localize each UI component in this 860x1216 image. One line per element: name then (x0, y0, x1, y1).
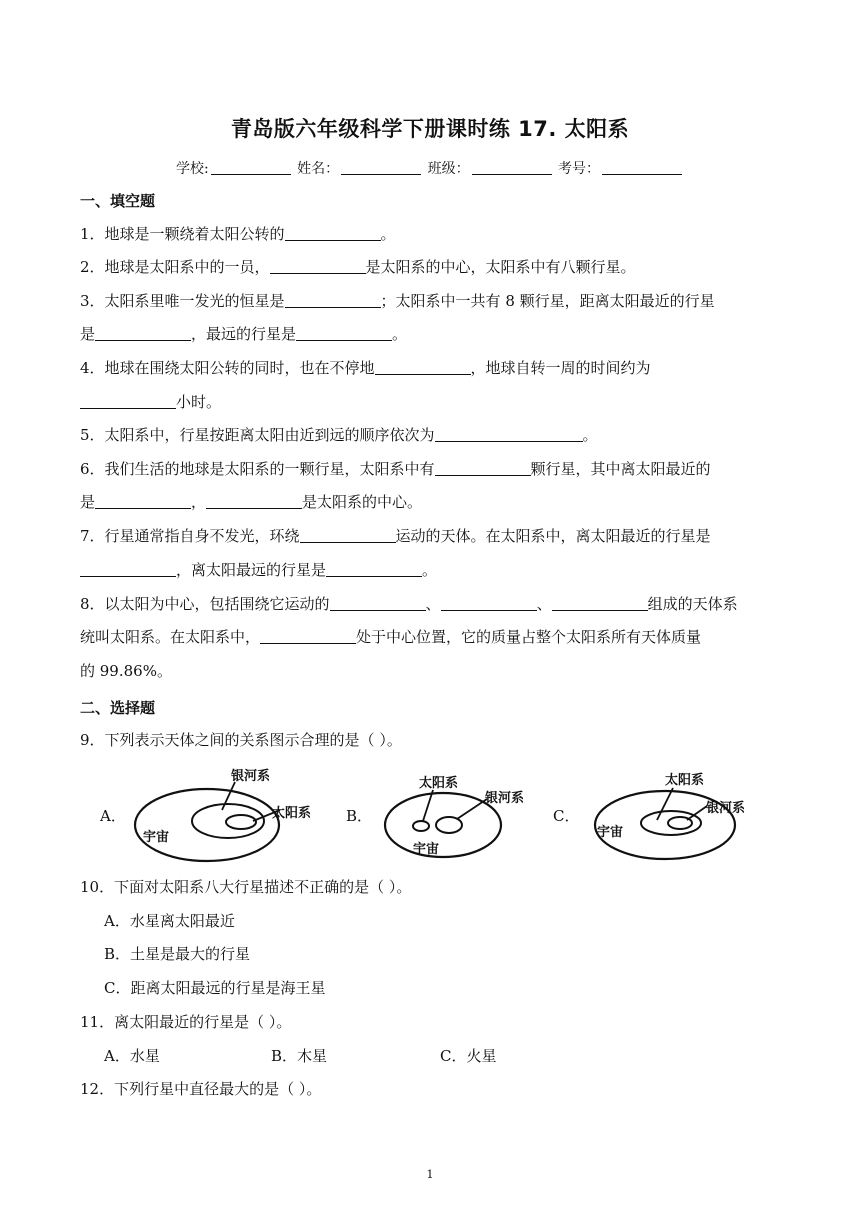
q3-text-mid: ；太阳系中一共有 8 颗行星，距离太阳最近的行星 (380, 292, 715, 310)
leader-line (222, 782, 235, 810)
answer-blank[interactable] (95, 494, 191, 509)
answer-blank[interactable] (206, 494, 302, 509)
exam-no-blank[interactable] (602, 160, 682, 175)
q6-text-cont: 是 (80, 493, 96, 511)
question-7-cont (80, 560, 785, 580)
q9-option-b-label[interactable]: B． (346, 807, 373, 825)
q7-text-cont: ，离太阳最远的行星是 (176, 561, 327, 579)
answer-blank[interactable] (95, 326, 191, 341)
answer-blank[interactable] (285, 226, 381, 241)
answer-blank[interactable] (270, 259, 366, 274)
q7-text-end: 。 (422, 561, 438, 579)
diagram-option-b (375, 762, 545, 867)
question-11 (80, 1012, 785, 1032)
name-blank[interactable] (341, 160, 421, 175)
q8-text-mid: 组成的天体系 (647, 595, 738, 613)
question-4-cont (80, 392, 785, 412)
section-choice-heading: 二、选择题 (80, 699, 156, 717)
small-ellipse (436, 817, 462, 833)
class-blank[interactable] (472, 160, 552, 175)
q9-stem: 9．下列表示天体之间的关系图示合理的是（ ）。 (80, 731, 402, 749)
q3-text-end: 。 (392, 325, 408, 343)
answer-blank[interactable] (375, 360, 471, 375)
answer-blank[interactable] (300, 528, 396, 543)
q2-text: 2．地球是太阳系中的一员， (80, 258, 270, 276)
q11-stem: 11．离太阳最近的行星是（ ）。 (80, 1013, 292, 1031)
q10-option-a[interactable]: A．水星离太阳最近 (104, 912, 235, 930)
answer-blank[interactable] (552, 596, 648, 611)
q2-text-end: 是太阳系的中心，太阳系中有八颗行星。 (365, 258, 636, 276)
q6-text-cont2: ， (191, 493, 207, 511)
q5-text-end: 。 (582, 426, 598, 444)
q7-text-mid: 运动的天体。在太阳系中，离太阳最近的行星是 (395, 527, 711, 545)
diagram-option-a (125, 762, 340, 867)
q6-text-end: 是太阳系的中心。 (302, 493, 423, 511)
question-8 (80, 594, 785, 614)
q6-text: 6．我们生活的地球是太阳系的一颗行星，太阳系中有 (80, 460, 435, 478)
label-yuzhou: 宇宙 (143, 830, 170, 845)
answer-blank[interactable] (330, 596, 426, 611)
label-taiyangxi: 太阳系 (665, 773, 705, 788)
question-8-end (80, 661, 785, 681)
page-title: 青岛版六年级科学下册课时练 17. 太阳系 (230, 117, 630, 141)
question-3-cont (80, 324, 785, 344)
question-4 (80, 358, 785, 378)
q8-text-cont: 统叫太阳系。在太阳系中， (80, 628, 261, 646)
q7-text: 7．行星通常指自身不发光，环绕 (80, 527, 300, 545)
q5-text: 5．太阳系中，行星按距离太阳由近到远的顺序依次为 (80, 426, 435, 444)
question-10 (80, 877, 785, 897)
q1-text-end: 。 (380, 225, 396, 243)
q9-option-c-label[interactable]: C． (553, 807, 580, 825)
label-yinhexi: 银河系 (706, 801, 746, 816)
student-info-line (0, 158, 860, 178)
question-2 (80, 257, 785, 277)
section-fill-blank-heading: 一、填空题 (80, 192, 156, 210)
q8-text-end: 的 99.86%。 (80, 662, 172, 680)
answer-blank[interactable] (296, 326, 392, 341)
leader-line (657, 788, 673, 820)
q12-stem: 12．下列行星中直径最大的是（ ）。 (80, 1080, 322, 1098)
q8-sep: 、 (425, 595, 441, 613)
q4-text: 4．地球在围绕太阳公转的同时，也在不停地 (80, 359, 375, 377)
question-6-cont (80, 492, 785, 512)
question-5 (80, 425, 785, 445)
leader-line (457, 799, 487, 819)
label-taiyangxi: 太阳系 (419, 776, 459, 791)
q11-option-a[interactable]: A．水星 (104, 1047, 160, 1065)
answer-blank[interactable] (435, 461, 531, 476)
q6-text-mid: 颗行星，其中离太阳最近的 (530, 460, 711, 478)
q4-text-end: 小时。 (176, 393, 222, 411)
name-label: 姓名： (297, 161, 340, 177)
inner-ellipse (226, 815, 256, 829)
question-9 (80, 730, 785, 750)
q8-text: 8．以太阳为中心，包括围绕它运动的 (80, 595, 330, 613)
answer-blank[interactable] (80, 394, 176, 409)
answer-blank[interactable] (435, 427, 583, 442)
page-number: 1 (426, 1168, 434, 1181)
answer-blank[interactable] (285, 293, 381, 308)
label-yuzhou: 宇宙 (597, 825, 624, 840)
q10-stem: 10．下面对太阳系八大行星描述不正确的是（ ）。 (80, 878, 412, 896)
school-label: 学校: (175, 161, 209, 177)
q3-text-cont2: ，最远的行星是 (191, 325, 297, 343)
q3-text-cont: 是 (80, 325, 96, 343)
label-taiyangxi: 太阳系 (272, 806, 312, 821)
question-6 (80, 459, 785, 479)
class-label: 班级： (427, 161, 470, 177)
diagram-option-c (585, 762, 785, 867)
question-1 (80, 224, 785, 244)
answer-blank[interactable] (80, 562, 176, 577)
outer-ellipse (385, 793, 501, 857)
label-yinhexi: 银河系 (231, 769, 271, 784)
outer-ellipse (135, 789, 279, 861)
label-yuzhou: 宇宙 (413, 842, 440, 857)
q10-option-b[interactable]: B．土星是最大的行星 (104, 945, 251, 963)
question-7 (80, 526, 785, 546)
question-12 (80, 1079, 785, 1099)
q8-sep: 、 (536, 595, 552, 613)
small-ellipse (413, 821, 429, 831)
question-3 (80, 291, 785, 311)
q1-text: 1．地球是一颗绕着太阳公转的 (80, 225, 285, 243)
question-8-cont (80, 627, 785, 647)
q11-option-b[interactable]: B．木星 (271, 1047, 328, 1065)
q8-text-cont2: 处于中心位置，它的质量占整个太阳系所有天体质量 (356, 628, 702, 646)
answer-blank[interactable] (441, 596, 537, 611)
q4-text-mid: ，地球自转一周的时间约为 (470, 359, 651, 377)
q9-option-a-label[interactable]: A． (100, 807, 126, 825)
answer-blank[interactable] (326, 562, 422, 577)
q11-option-c[interactable]: C．火星 (440, 1047, 497, 1065)
q10-option-c[interactable]: C．距离太阳最远的行星是海王星 (104, 979, 326, 997)
q3-text: 3．太阳系里唯一发光的恒星是 (80, 292, 285, 310)
school-blank[interactable] (211, 160, 291, 175)
label-yinhexi: 银河系 (485, 791, 525, 806)
answer-blank[interactable] (260, 629, 356, 644)
exam-no-label: 考号： (558, 161, 601, 177)
